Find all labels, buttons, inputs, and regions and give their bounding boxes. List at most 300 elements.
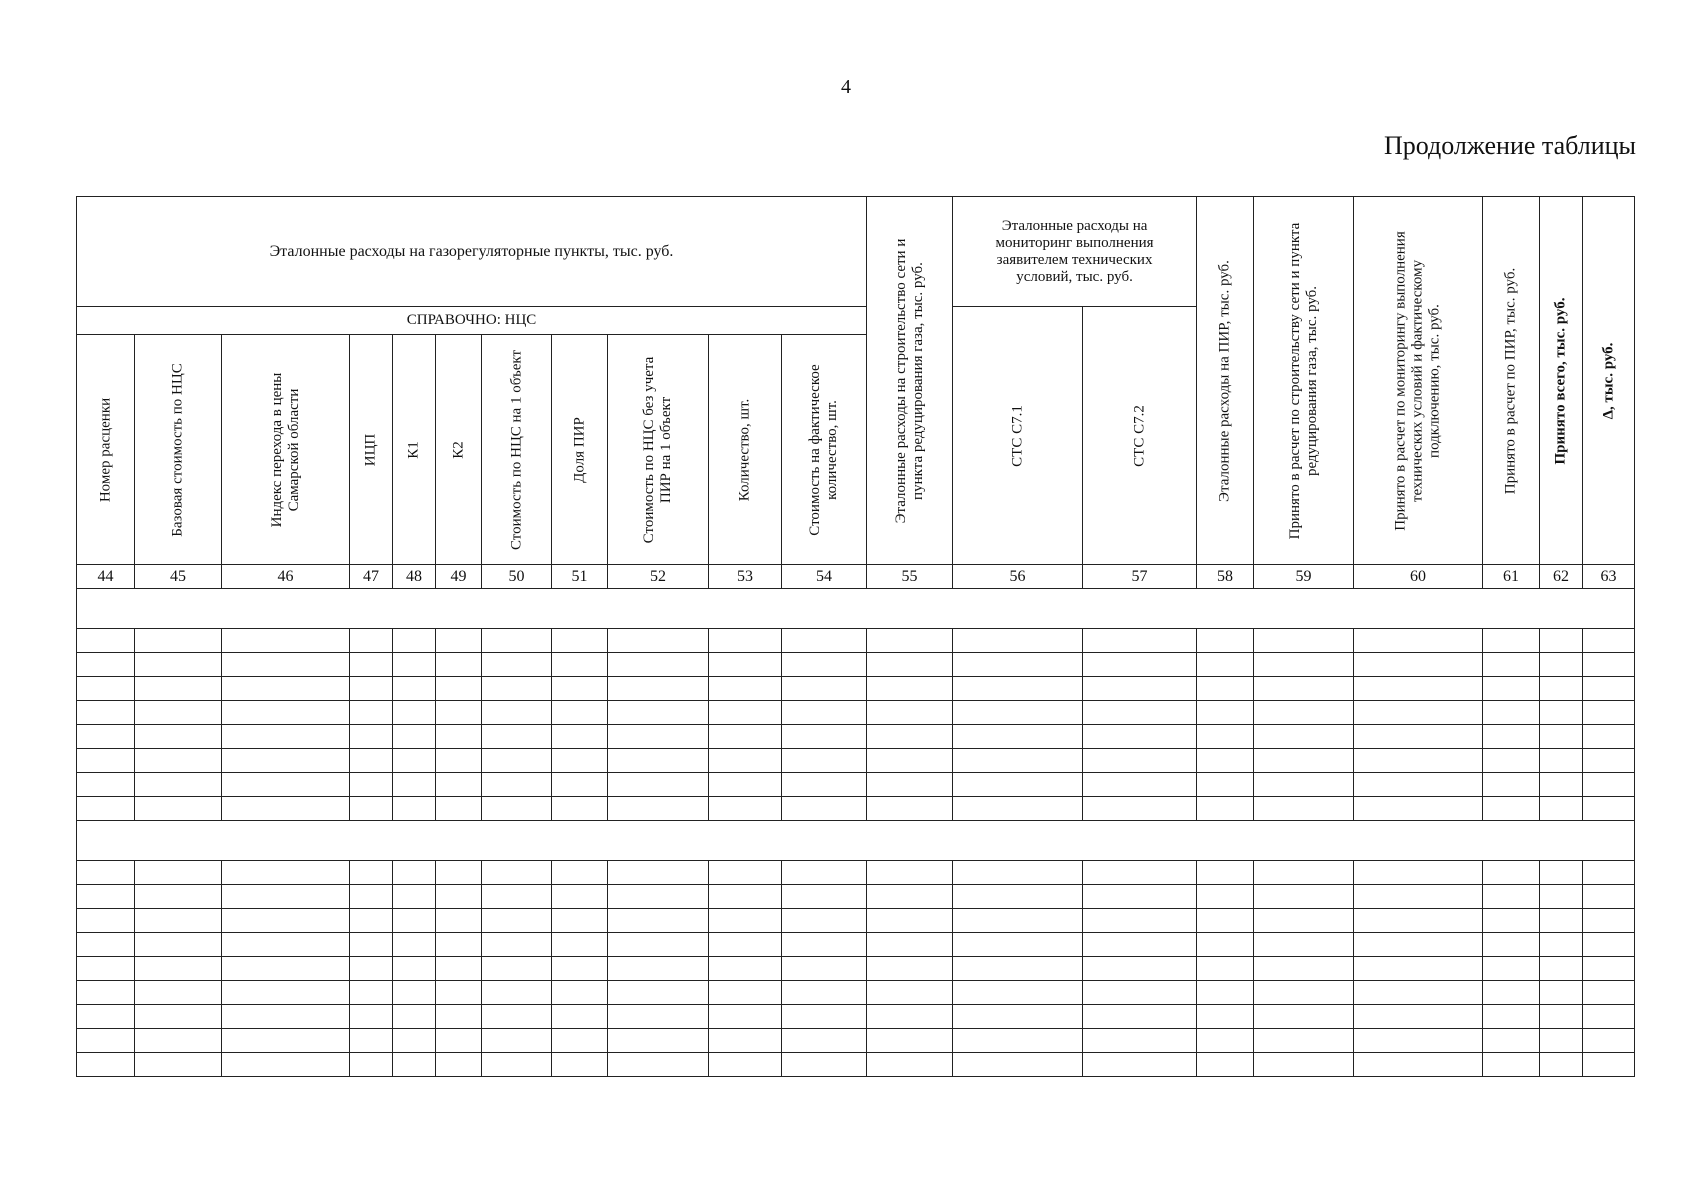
- table-cell: [222, 629, 350, 653]
- table-cell: [135, 909, 222, 933]
- table-cell: [1540, 773, 1583, 797]
- table-cell: [1483, 701, 1540, 725]
- table-cell: [552, 1029, 608, 1053]
- table-cell: [709, 773, 782, 797]
- table-cell: [436, 957, 482, 981]
- table-cell: [77, 1005, 135, 1029]
- table-cell: [1083, 749, 1197, 773]
- table-row: [77, 1029, 1635, 1053]
- header-col57-text: СТС С7.2: [1131, 404, 1148, 467]
- table-cell: [1254, 933, 1354, 957]
- table-cell: [1583, 677, 1635, 701]
- table-cell: [867, 861, 953, 885]
- table-row: [77, 933, 1635, 957]
- table-cell: [393, 653, 436, 677]
- table-cell: [1083, 957, 1197, 981]
- table-cell: [1197, 773, 1254, 797]
- table-cell: [482, 797, 552, 821]
- header-col56: [953, 307, 1083, 565]
- table-cell: [1254, 1053, 1354, 1077]
- table-cell: [482, 981, 552, 1005]
- table-cell: [867, 981, 953, 1005]
- table-cell: [482, 677, 552, 701]
- colnum-49: 49: [436, 565, 482, 589]
- table-cell: [1583, 653, 1635, 677]
- table-cell: [1197, 933, 1254, 957]
- colnum-54: 54: [782, 565, 867, 589]
- table-cell: [393, 749, 436, 773]
- table-cell: [608, 957, 709, 981]
- table-cell: [552, 981, 608, 1005]
- table-cell: [709, 861, 782, 885]
- table-cell: [1083, 885, 1197, 909]
- table-cell: [552, 749, 608, 773]
- table-cell: [1254, 653, 1354, 677]
- table-cell: [953, 629, 1083, 653]
- table-row: [77, 885, 1635, 909]
- table-cell: [1483, 725, 1540, 749]
- table-cell: [436, 725, 482, 749]
- header-col55-text: Эталонные расходы на строительство сети и пункта редуцирования газа, тыс. руб.: [892, 238, 926, 523]
- table-cell: [1540, 629, 1583, 653]
- table-cell: [1197, 629, 1254, 653]
- table-cell: [782, 725, 867, 749]
- table-cell: [222, 909, 350, 933]
- table-cell: [782, 1053, 867, 1077]
- table-cell: [482, 1005, 552, 1029]
- table-cell: [222, 749, 350, 773]
- table-cell: [482, 957, 552, 981]
- table-row: [77, 677, 1635, 701]
- table-cell: [1483, 749, 1540, 773]
- table-cell: [482, 725, 552, 749]
- cost-table: [76, 196, 1635, 1077]
- header-col56-text: СТС С7.1: [1009, 404, 1026, 467]
- table-cell: [709, 701, 782, 725]
- table-row: [77, 909, 1635, 933]
- table-cell: [482, 1029, 552, 1053]
- table-cell: [482, 909, 552, 933]
- table-cell: [77, 797, 135, 821]
- table-cell: [1354, 629, 1483, 653]
- table-cell: [1254, 773, 1354, 797]
- table-cell: [1540, 1005, 1583, 1029]
- table-cell: [393, 677, 436, 701]
- colnum-50: 50: [482, 565, 552, 589]
- table-cell: [709, 725, 782, 749]
- table-cell: [608, 861, 709, 885]
- table-cell: [1540, 677, 1583, 701]
- table-cell: [867, 677, 953, 701]
- table-cell: [77, 885, 135, 909]
- table-body: [77, 589, 1635, 1077]
- table-cell: [135, 677, 222, 701]
- table-cell: [1083, 933, 1197, 957]
- table-cell: [608, 701, 709, 725]
- table-cell: [953, 1053, 1083, 1077]
- data-table-wrapper: [76, 196, 1635, 1085]
- table-cell: [552, 1005, 608, 1029]
- table-cell: [608, 677, 709, 701]
- table-cell: [1254, 749, 1354, 773]
- table-cell: [77, 1053, 135, 1077]
- table-cell: [782, 1029, 867, 1053]
- table-cell: [135, 981, 222, 1005]
- table-cell: [1254, 701, 1354, 725]
- colnum-45: 45: [135, 565, 222, 589]
- table-cell: [782, 773, 867, 797]
- header-col62: [1540, 197, 1583, 565]
- table-cell: [436, 701, 482, 725]
- table-cell: [350, 885, 393, 909]
- table-cell: [436, 653, 482, 677]
- table-cell: [1540, 653, 1583, 677]
- table-cell: [393, 861, 436, 885]
- colnum-60: 60: [1354, 565, 1483, 589]
- table-row: [77, 773, 1635, 797]
- table-cell: [1254, 885, 1354, 909]
- table-cell: [1583, 981, 1635, 1005]
- table-cell: [77, 861, 135, 885]
- header-col59: [1254, 197, 1354, 565]
- table-cell: [1483, 1029, 1540, 1053]
- table-cell: [1197, 885, 1254, 909]
- table-cell: [608, 1029, 709, 1053]
- table-cell: [222, 1005, 350, 1029]
- table-cell: [709, 909, 782, 933]
- table-cell: [953, 861, 1083, 885]
- table-cell: [709, 749, 782, 773]
- table-cell: [482, 749, 552, 773]
- table-cell: [436, 861, 482, 885]
- table-cell: [953, 749, 1083, 773]
- table-cell: [1354, 909, 1483, 933]
- header-col51-text: Доля ПИР: [571, 416, 587, 483]
- table-cell: [77, 677, 135, 701]
- table-cell: [608, 1005, 709, 1029]
- table-cell: [482, 773, 552, 797]
- table-cell: [393, 629, 436, 653]
- header-col59-text: Принято в расчет по строительству сети и пункта редуцирования газа, тыс. руб.: [1286, 222, 1320, 539]
- table-cell: [135, 933, 222, 957]
- section-row: [77, 821, 1635, 861]
- table-cell: [867, 909, 953, 933]
- table-cell: [135, 861, 222, 885]
- table-row: [77, 981, 1635, 1005]
- table-cell: [77, 1029, 135, 1053]
- table-cell: [1197, 797, 1254, 821]
- header-col53: [709, 335, 782, 565]
- table-cell: [709, 933, 782, 957]
- table-cell: [552, 1053, 608, 1077]
- table-cell: [782, 981, 867, 1005]
- colnum-51: 51: [552, 565, 608, 589]
- table-cell: [135, 653, 222, 677]
- table-cell: [222, 1053, 350, 1077]
- table-cell: [1254, 1029, 1354, 1053]
- table-cell: [552, 933, 608, 957]
- table-cell: [1254, 797, 1354, 821]
- table-cell: [1083, 797, 1197, 821]
- header-col57: [1083, 307, 1197, 565]
- table-cell: [135, 725, 222, 749]
- table-cell: [1483, 909, 1540, 933]
- table-cell: [1083, 981, 1197, 1005]
- table-cell: [1583, 797, 1635, 821]
- colnum-61: 61: [1483, 565, 1540, 589]
- header-col49: [436, 335, 482, 565]
- table-cell: [1083, 653, 1197, 677]
- table-cell: [1583, 725, 1635, 749]
- table-cell: [482, 701, 552, 725]
- table-cell: [1354, 725, 1483, 749]
- table-cell: [135, 629, 222, 653]
- colnum-59: 59: [1254, 565, 1354, 589]
- table-cell: [1197, 677, 1254, 701]
- table-row: [77, 861, 1635, 885]
- table-cell: [867, 701, 953, 725]
- header-col48-text: К1: [405, 440, 422, 459]
- group-header-monitoring: Эталонные расходы на мониторинг выполнения заявителем технических условий, тыс. руб.: [953, 197, 1197, 307]
- table-cell: [608, 1053, 709, 1077]
- table-cell: [135, 957, 222, 981]
- table-cell: [953, 885, 1083, 909]
- colnum-55: 55: [867, 565, 953, 589]
- table-cell: [77, 981, 135, 1005]
- header-col54: [782, 335, 867, 565]
- table-cell: [1483, 1053, 1540, 1077]
- table-cell: [1197, 1005, 1254, 1029]
- table-cell: [953, 909, 1083, 933]
- table-cell: [135, 1005, 222, 1029]
- table-cell: [608, 885, 709, 909]
- table-cell: [350, 701, 393, 725]
- table-cell: [608, 725, 709, 749]
- table-cell: [393, 909, 436, 933]
- table-cell: [1354, 773, 1483, 797]
- table-cell: [1483, 677, 1540, 701]
- table-cell: [1354, 1053, 1483, 1077]
- table-row: [77, 725, 1635, 749]
- table-cell: [77, 725, 135, 749]
- table-cell: [1083, 725, 1197, 749]
- header-col61-text: Принято в расчет по ПИР, тыс. руб.: [1502, 267, 1519, 494]
- table-cell: [77, 773, 135, 797]
- table-cell: [482, 885, 552, 909]
- table-cell: [436, 981, 482, 1005]
- table-cell: [1540, 981, 1583, 1005]
- colnum-46: 46: [222, 565, 350, 589]
- header-col45: [135, 335, 222, 565]
- table-cell: [1483, 629, 1540, 653]
- table-cell: [436, 909, 482, 933]
- table-cell: [77, 653, 135, 677]
- table-cell: [953, 957, 1083, 981]
- table-cell: [1483, 981, 1540, 1005]
- table-cell: [1483, 653, 1540, 677]
- table-cell: [1197, 957, 1254, 981]
- table-cell: [1354, 701, 1483, 725]
- table-cell: [867, 933, 953, 957]
- table-cell: [393, 725, 436, 749]
- table-cell: [867, 797, 953, 821]
- table-cell: [436, 773, 482, 797]
- table-cell: [782, 933, 867, 957]
- table-cell: [1083, 773, 1197, 797]
- table-cell: [1354, 749, 1483, 773]
- page-number: 4: [841, 76, 851, 98]
- table-cell: [350, 933, 393, 957]
- table-cell: [350, 773, 393, 797]
- table-cell: [135, 701, 222, 725]
- table-cell: [135, 1029, 222, 1053]
- colnum-48: 48: [393, 565, 436, 589]
- table-cell: [436, 885, 482, 909]
- table-row: [77, 957, 1635, 981]
- table-cell: [350, 1029, 393, 1053]
- table-cell: [1354, 885, 1483, 909]
- table-cell: [953, 1005, 1083, 1029]
- table-cell: [552, 773, 608, 797]
- table-cell: [867, 725, 953, 749]
- table-cell: [1483, 773, 1540, 797]
- header-col54-text: Стоимость на фактическое количество, шт.: [807, 363, 841, 536]
- table-cell: [1083, 677, 1197, 701]
- section-cell: [77, 821, 1635, 861]
- colnum-53: 53: [709, 565, 782, 589]
- table-cell: [552, 677, 608, 701]
- table-cell: [1540, 957, 1583, 981]
- colnum-62: 62: [1540, 565, 1583, 589]
- header-col61: [1483, 197, 1540, 565]
- header-col49-text: К2: [450, 440, 466, 459]
- table-cell: [393, 797, 436, 821]
- table-cell: [1483, 957, 1540, 981]
- table-cell: [1583, 1005, 1635, 1029]
- colnum-52: 52: [608, 565, 709, 589]
- table-cell: [1354, 653, 1483, 677]
- table-cell: [1540, 1029, 1583, 1053]
- table-cell: [709, 653, 782, 677]
- table-cell: [552, 653, 608, 677]
- table-cell: [782, 957, 867, 981]
- table-cell: [552, 797, 608, 821]
- table-cell: [608, 629, 709, 653]
- table-row: [77, 749, 1635, 773]
- table-cell: [782, 861, 867, 885]
- header-col52: [608, 335, 709, 565]
- table-cell: [77, 629, 135, 653]
- table-cell: [608, 749, 709, 773]
- header-col63: [1583, 197, 1635, 565]
- table-cell: [782, 701, 867, 725]
- table-cell: [482, 1053, 552, 1077]
- table-cell: [782, 653, 867, 677]
- table-cell: [782, 797, 867, 821]
- table-cell: [350, 749, 393, 773]
- table-cell: [1483, 861, 1540, 885]
- reference-header: СПРАВОЧНО: НЦС: [77, 307, 867, 335]
- table-cell: [1354, 677, 1483, 701]
- table-cell: [222, 725, 350, 749]
- table-cell: [222, 981, 350, 1005]
- table-cell: [436, 797, 482, 821]
- table-cell: [436, 933, 482, 957]
- header-col47-text: ИЦП: [362, 433, 379, 466]
- colnum-58: 58: [1197, 565, 1254, 589]
- table-cell: [393, 981, 436, 1005]
- table-cell: [552, 629, 608, 653]
- table-cell: [867, 957, 953, 981]
- table-cell: [1083, 1053, 1197, 1077]
- table-cell: [709, 957, 782, 981]
- table-cell: [393, 773, 436, 797]
- table-cell: [1197, 701, 1254, 725]
- table-cell: [782, 1005, 867, 1029]
- table-cell: [350, 1053, 393, 1077]
- header-col47: [350, 335, 393, 565]
- table-cell: [436, 749, 482, 773]
- table-cell: [1540, 1053, 1583, 1077]
- table-cell: [482, 861, 552, 885]
- header-col50-text: Стоимость по НЦС на 1 объект: [508, 349, 524, 550]
- header-col44-text: Номер расценки: [97, 397, 113, 502]
- table-cell: [1583, 1053, 1635, 1077]
- table-cell: [1197, 1053, 1254, 1077]
- table-row: [77, 1005, 1635, 1029]
- table-cell: [1197, 749, 1254, 773]
- table-cell: [1583, 773, 1635, 797]
- table-cell: [1354, 1029, 1483, 1053]
- table-cell: [1197, 1029, 1254, 1053]
- table-cell: [1583, 701, 1635, 725]
- table-cell: [867, 1029, 953, 1053]
- table-cell: [1354, 957, 1483, 981]
- table-cell: [1540, 933, 1583, 957]
- table-cell: [867, 1005, 953, 1029]
- table-cell: [1354, 933, 1483, 957]
- table-cell: [1540, 885, 1583, 909]
- header-col58: [1197, 197, 1254, 565]
- header-col46-text: Индекс перехода в цены Самарской области: [268, 372, 302, 527]
- table-cell: [1197, 653, 1254, 677]
- table-cell: [1583, 957, 1635, 981]
- table-cell: [350, 629, 393, 653]
- table-cell: [552, 957, 608, 981]
- table-cell: [608, 909, 709, 933]
- table-cell: [608, 773, 709, 797]
- table-cell: [222, 653, 350, 677]
- header-col51: [552, 335, 608, 565]
- table-cell: [1083, 1029, 1197, 1053]
- table-cell: [350, 653, 393, 677]
- table-cell: [77, 909, 135, 933]
- table-cell: [222, 773, 350, 797]
- table-cell: [782, 629, 867, 653]
- table-cell: [482, 933, 552, 957]
- table-row: [77, 701, 1635, 725]
- table-cell: [608, 797, 709, 821]
- table-cell: [1583, 861, 1635, 885]
- table-cell: [953, 725, 1083, 749]
- table-cell: [709, 1053, 782, 1077]
- table-cell: [222, 701, 350, 725]
- table-cell: [867, 885, 953, 909]
- table-cell: [1583, 933, 1635, 957]
- table-cell: [1197, 981, 1254, 1005]
- table-cell: [709, 677, 782, 701]
- table-cell: [1254, 1005, 1354, 1029]
